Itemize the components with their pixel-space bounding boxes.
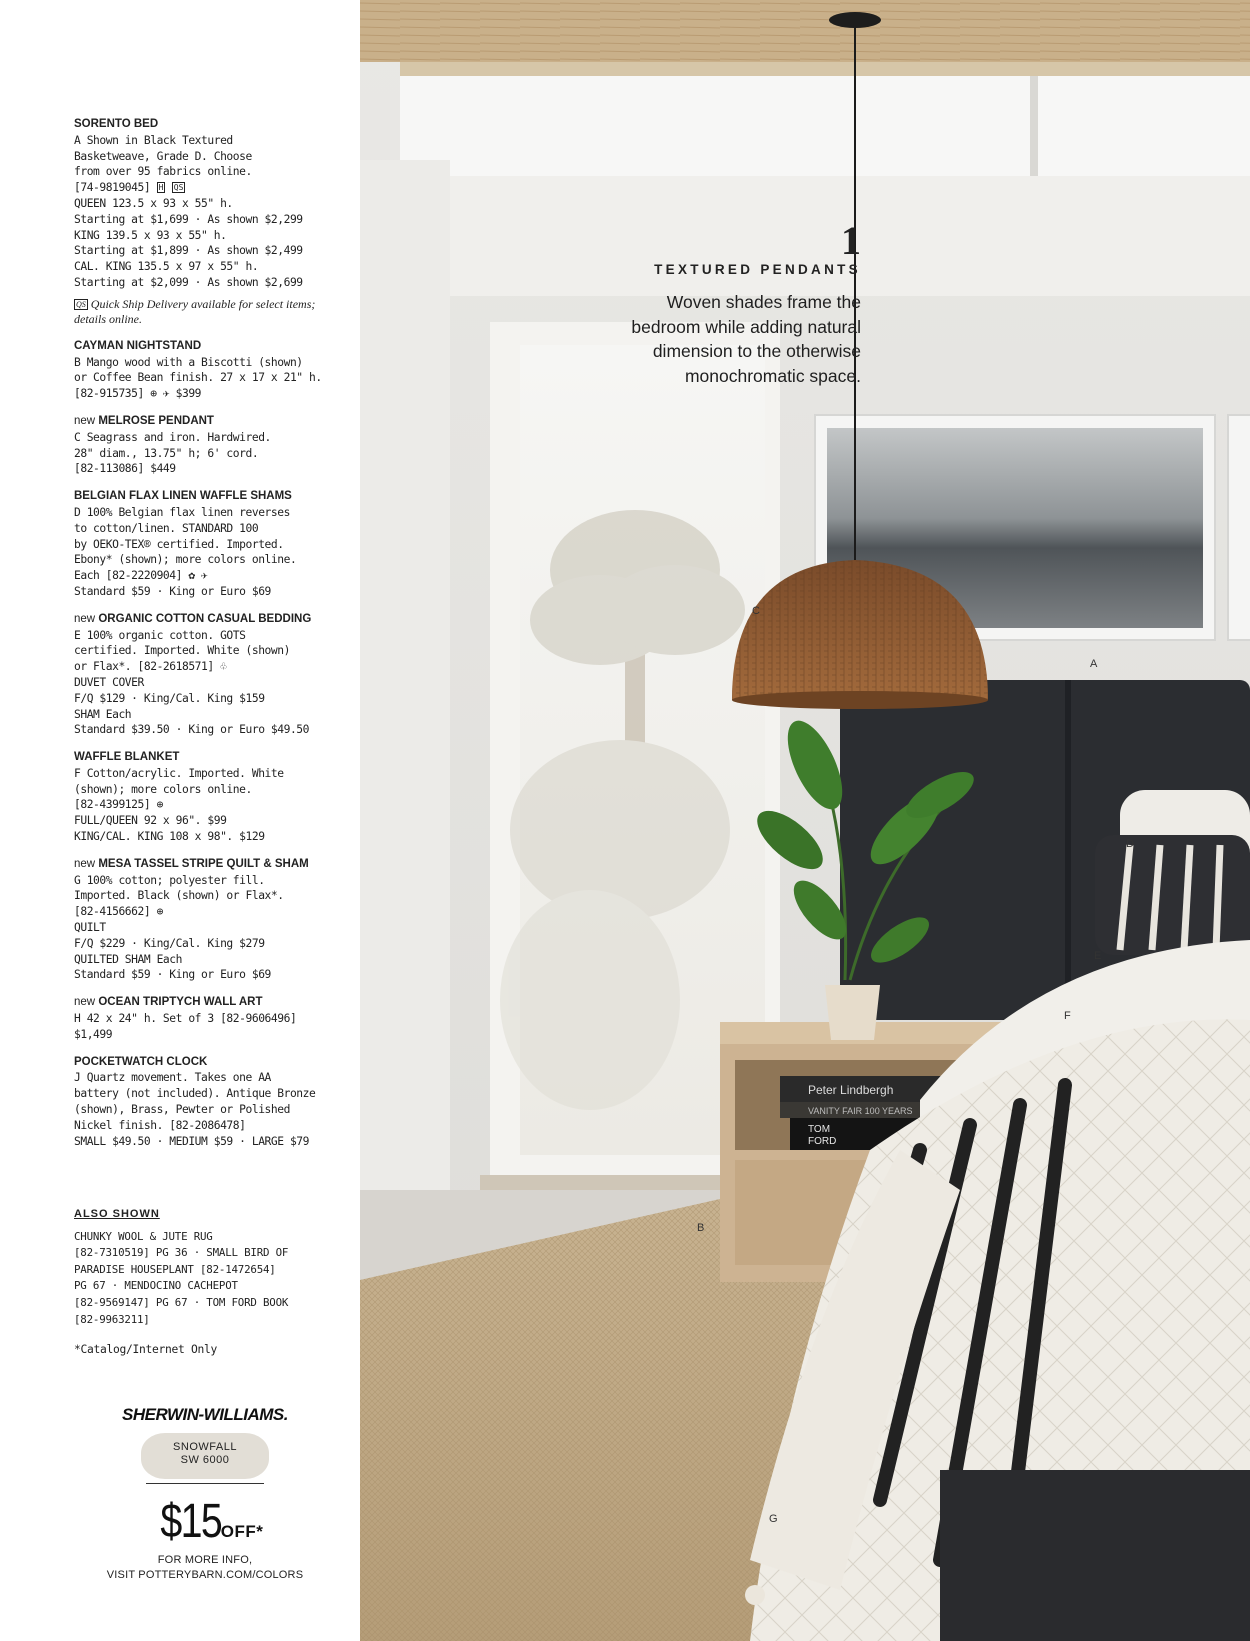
also-shown-line: [82-7310519] PG 36 · SMALL BIRD OF — [74, 1246, 289, 1260]
new-label: new — [74, 414, 96, 427]
product-title: WAFFLE BLANKET — [74, 751, 180, 764]
feature-body-line: monochromatic space. — [684, 365, 861, 386]
bedroom-photo — [360, 0, 1250, 1641]
feature-callout — [631, 218, 861, 388]
feature-body — [631, 290, 861, 388]
also-shown-section — [74, 1206, 336, 1328]
product-desc-line: Imported. Black (shown) or Flax*. — [74, 889, 284, 903]
also-shown-line: PG 67 · MENDOCINO CACHEPOT — [74, 1279, 238, 1293]
product-desc-line: H 42 x 24" h. Set of 3 [82-9606496] — [74, 1012, 297, 1026]
divider — [146, 1483, 264, 1484]
product-desc-line: $1,499 — [74, 1027, 113, 1041]
product-sku-line — [74, 180, 336, 196]
promo-info-link[interactable]: VISIT POTTERYBARN.COM/COLORS — [106, 1569, 304, 1581]
product-price-line: Starting at $1,699 · As shown $2,299 — [74, 212, 303, 226]
callout-a: A — [1090, 658, 1098, 670]
product-desc-line: Standard $59 · King or Euro $69 — [74, 968, 271, 982]
product-cayman-nightstand — [74, 339, 336, 402]
feature-number: 1 — [841, 218, 861, 263]
product-desc-line: F/Q $229 · King/Cal. King $279 — [74, 936, 265, 950]
callout-f: F — [1064, 1010, 1071, 1022]
product-desc-line: Each [82-2220904] ✿ ✈ — [74, 569, 208, 583]
product-desc-line: F/Q $129 · King/Cal. King $159 — [74, 691, 265, 705]
product-desc-line: C Seagrass and iron. Hardwired. — [74, 430, 271, 444]
product-desc-line: Standard $59 · King or Euro $69 — [74, 584, 271, 598]
product-details-column — [0, 0, 360, 1641]
product-desc-line: QUILT — [74, 921, 106, 935]
book-title-tom-ford-1: TOM — [808, 1124, 831, 1135]
also-shown-body — [74, 1229, 336, 1329]
quick-ship-badge-icon: QS — [76, 299, 86, 309]
product-desc-line: [82-113086] $449 — [74, 462, 176, 476]
product-price-line: CAL. KING 135.5 x 97 x 55" h. — [74, 260, 259, 274]
product-desc-line: 28" diam., 13.75" h; 6' cord. — [74, 446, 259, 460]
product-price-line: Starting at $2,099 · As shown $2,699 — [74, 275, 303, 289]
product-desc-line: to cotton/linen. STANDARD 100 — [74, 521, 259, 535]
product-desc-line: [82-915735] ⊕ ✈ $399 — [74, 387, 202, 401]
product-desc-line: FULL/QUEEN 92 x 96". $99 — [74, 814, 227, 828]
swatch-code: SW 6000 — [180, 1454, 230, 1466]
product-desc-line: SHAM Each — [74, 707, 132, 721]
product-list — [74, 117, 336, 1161]
product-waffle-blanket — [74, 750, 336, 845]
product-desc-line: battery (not included). Antique Bronze — [74, 1087, 316, 1101]
product-desc-line: KING/CAL. KING 108 x 98". $129 — [74, 830, 265, 844]
product-desc-line: DUVET COVER — [74, 675, 144, 689]
promo-info — [80, 1553, 330, 1583]
product-desc-line: A Shown in Black Textured — [74, 133, 233, 147]
product-melrose-pendant — [74, 414, 336, 477]
product-desc-line: Ebony* (shown); more colors online. — [74, 553, 297, 567]
product-desc-line: QUILTED SHAM Each — [74, 952, 182, 966]
product-title: SORENTO BED — [74, 118, 159, 130]
product-desc-line: SMALL $49.50 · MEDIUM $59 · LARGE $79 — [74, 1134, 309, 1148]
feature-body-line: dimension to the otherwise — [652, 341, 861, 361]
new-label: new — [74, 612, 96, 625]
product-desc-line: E 100% organic cotton. GOTS — [74, 628, 246, 642]
product-desc-line: certified. Imported. White (shown) — [74, 644, 290, 658]
product-title: POCKETWATCH CLOCK — [74, 1055, 208, 1068]
product-desc-line: from over 95 fabrics online. — [74, 165, 252, 179]
callout-b: B — [697, 1222, 705, 1234]
product-title: new MESA TASSEL STRIPE QUILT & SHAM — [74, 857, 309, 870]
also-shown-line: CHUNKY WOOL & JUTE RUG — [74, 1229, 213, 1243]
catalog-internet-only-note: *Catalog/Internet Only — [74, 1343, 218, 1356]
offer-suffix: OFF* — [220, 1522, 264, 1541]
feature-body-line: Woven shades frame the — [666, 292, 861, 312]
product-desc-line: G 100% cotton; polyester fill. — [74, 873, 265, 887]
book-title-tom-ford-2: FORD — [808, 1136, 837, 1147]
paint-swatch — [141, 1433, 269, 1479]
product-desc-line: F Cotton/acrylic. Imported. White — [74, 766, 284, 780]
also-shown-line: PARADISE HOUSEPLANT [82-1472654] — [74, 1262, 276, 1276]
product-belgian-flax-shams — [74, 489, 336, 600]
quick-ship-note — [74, 297, 336, 327]
product-desc-line: Standard $39.50 · King or Euro $49.50 — [74, 723, 309, 737]
product-title: new OCEAN TRIPTYCH WALL ART — [74, 996, 263, 1009]
product-desc-line: or Coffee Bean finish. 27 x 17 x 21" h. — [74, 371, 322, 385]
product-title: CAYMAN NIGHTSTAND — [74, 339, 202, 352]
product-title: new MELROSE PENDANT — [74, 414, 214, 427]
sherwin-williams-promo — [80, 1405, 330, 1583]
product-desc-line: J Quartz movement. Takes one AA — [74, 1071, 271, 1085]
product-mesa-tassel-quilt — [74, 857, 336, 983]
swatch-name: SNOWFALL — [173, 1441, 237, 1453]
product-desc-line: (shown), Brass, Pewter or Polished — [74, 1103, 290, 1117]
sherwin-williams-logo: SHERWIN-WILLIAMS. — [122, 1405, 288, 1424]
product-organic-cotton-bedding — [74, 612, 336, 738]
also-shown-title: ALSO SHOWN — [74, 1208, 160, 1220]
product-ocean-triptych — [74, 995, 336, 1042]
feature-body-line: bedroom while adding natural — [631, 316, 861, 337]
book-title-lindbergh: Peter Lindbergh — [808, 1083, 894, 1097]
feature-title: TEXTURED PENDANTS — [654, 262, 861, 277]
product-price-line: QUEEN 123.5 x 93 x 55" h. — [74, 196, 233, 210]
new-label: new — [74, 857, 96, 870]
also-shown-line: [82-9569147] PG 67 · TOM FORD BOOK — [74, 1295, 289, 1309]
product-desc-line: or Flax*. [82-2618571] ♧ — [74, 660, 227, 674]
product-desc-line: Nickel finish. [82-2086478] — [74, 1118, 246, 1132]
product-sorento-bed — [74, 117, 336, 327]
quick-ship-badge-icon: QS — [173, 183, 184, 193]
new-label: new — [74, 996, 96, 1009]
product-desc-line: D 100% Belgian flax linen reverses — [74, 505, 290, 519]
callout-d: D — [1126, 838, 1134, 850]
product-price-line: Starting at $1,899 · As shown $2,499 — [74, 244, 303, 258]
product-title: BELGIAN FLAX LINEN WAFFLE SHAMS — [74, 490, 292, 503]
product-pocketwatch-clock — [74, 1055, 336, 1150]
product-desc-line: [82-4156662] ⊕ — [74, 905, 163, 919]
product-desc-line: (shown); more colors online. — [74, 782, 252, 796]
product-desc-line: B Mango wood with a Biscotti (shown) — [74, 355, 303, 369]
product-title: new ORGANIC COTTON CASUAL BEDDING — [74, 612, 312, 625]
callout-g: G — [769, 1513, 778, 1525]
discount-offer — [80, 1494, 330, 1549]
product-price-line: KING 139.5 x 93 x 55" h. — [74, 228, 227, 242]
book-title-vanity-fair: VANITY FAIR 100 YEARS — [808, 1106, 913, 1116]
product-sku: [74-9819045] — [74, 181, 151, 195]
quick-ship-note-text: Quick Ship Delivery available for select items; details online. — [74, 296, 316, 326]
offer-amount: $15 — [159, 1495, 221, 1548]
product-desc-line: Basketweave, Grade D. Choose — [74, 149, 252, 163]
product-desc-line: by OEKO-TEX® certified. Imported. — [74, 537, 284, 551]
also-shown-line: [82-9963211] — [74, 1312, 150, 1326]
callout-c: C — [752, 605, 760, 617]
callout-e: E — [1094, 950, 1102, 962]
promo-info-line: FOR MORE INFO, — [157, 1554, 253, 1566]
product-desc-line: [82-4399125] ⊕ — [74, 798, 163, 812]
hardwired-badge-icon: H — [158, 183, 164, 193]
